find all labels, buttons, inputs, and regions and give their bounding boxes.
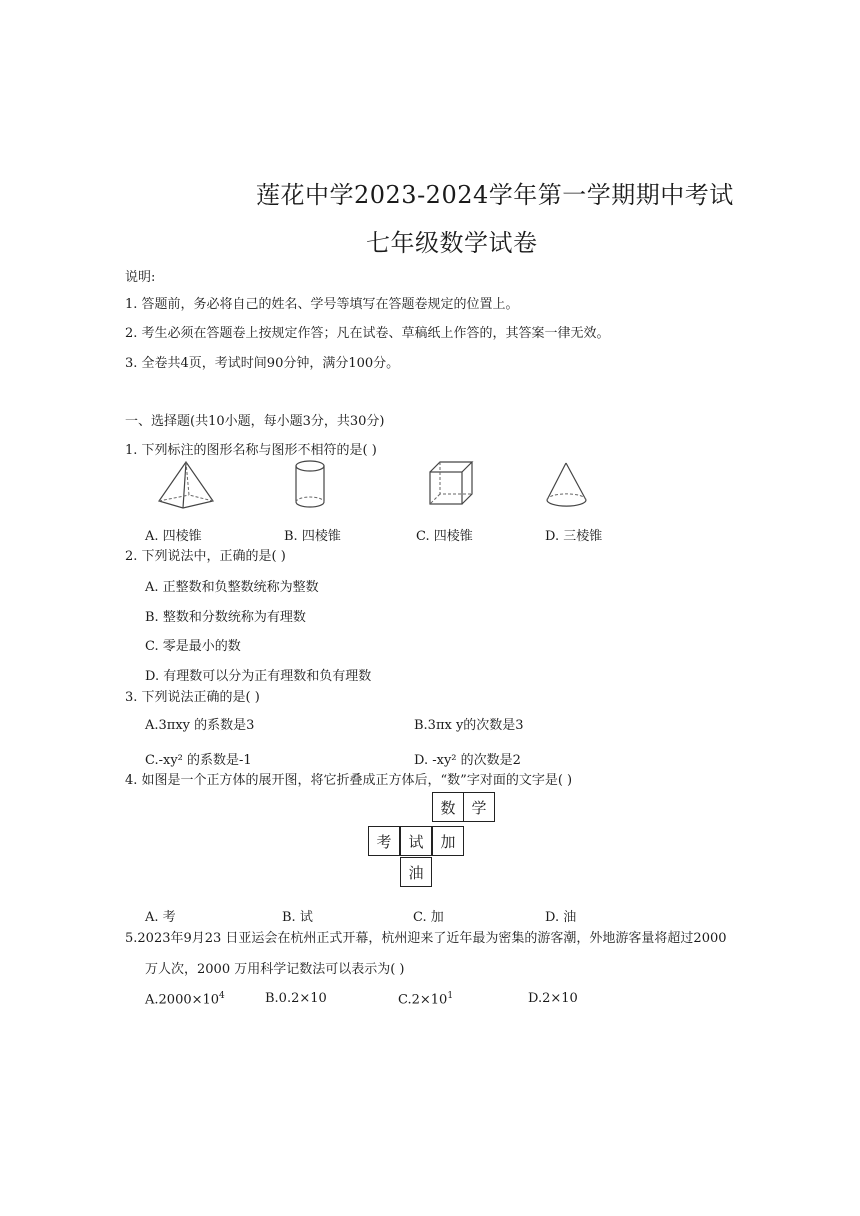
question-5-stem-line2: 万人次，2000 万用科学记数法可以表示为( ) <box>145 962 405 977</box>
q2-option-b: B. 整数和分数统称为有理数 <box>145 610 306 625</box>
net-cell: 加 <box>432 826 464 856</box>
question-1-stem: 1. 下列标注的图形名称与图形不相符的是( ) <box>125 443 377 458</box>
question-2-stem: 2. 下列说法中，正确的是( ) <box>125 549 286 564</box>
cube-figure <box>427 459 475 507</box>
cylinder-figure <box>292 458 328 510</box>
question-5-stem-line1: 5.2023年9月23 日亚运会在杭州正式开幕，杭州迎来了近年最为密集的游客潮，外地游客量将超过2000 <box>125 931 727 946</box>
q5-option-a: $A.2000\times 10^4$ <box>145 991 225 1008</box>
q5-option-d: D.2×10 <box>528 991 578 1006</box>
q1-option-c: C. 四棱锥 <box>416 529 473 544</box>
q2-option-d: D. 有理数可以分为正有理数和负有理数 <box>145 669 372 684</box>
q3-option-b: B.3πx y的次数是3 <box>414 718 524 733</box>
cube-net-figure <box>364 789 500 891</box>
question-3-stem: 3. 下列说法正确的是( ) <box>125 690 260 705</box>
net-cell: 试 <box>400 826 432 856</box>
q2-option-a: A. 正整数和负整数统称为整数 <box>145 580 319 595</box>
q4-option-d: D. 油 <box>545 910 577 925</box>
q4-option-a: A. 考 <box>145 910 176 925</box>
cone-figure <box>544 460 590 510</box>
q1-option-d: D. 三棱锥 <box>545 529 603 544</box>
q3-option-d: D. -xy² 的次数是2 <box>414 753 521 768</box>
q3-option-a: A.3πxy 的系数是3 <box>145 718 255 733</box>
instruction-item: 1. 答题前，务必将自己的姓名、学号等填写在答题卷规定的位置上。 <box>125 297 519 312</box>
q5-option-c: $C.2\times 10^1$ <box>398 991 454 1008</box>
question-4-stem: 4. 如图是一个正方体的展开图，将它折叠成正方体后，“数”字对面的文字是( ) <box>125 773 573 788</box>
instruction-item: 2. 考生必须在答题卷上按规定作答；凡在试卷、草稿纸上作答的，其答案一律无效。 <box>125 326 610 341</box>
exam-subtitle: 七年级数学试卷 <box>366 229 538 257</box>
net-cell: 学 <box>463 792 495 822</box>
q1-option-b: B. 四棱锥 <box>284 529 341 544</box>
net-cell: 油 <box>400 857 432 887</box>
q2-option-c: C. 零是最小的数 <box>145 639 241 654</box>
q4-option-b: B. 试 <box>282 910 313 925</box>
pyramid-figure <box>155 458 217 512</box>
net-cell: 数 <box>432 792 464 822</box>
net-cell: 考 <box>368 826 400 856</box>
instruction-item: 3. 全卷共4页，考试时间90分钟，满分100分。 <box>125 356 400 371</box>
q4-option-c: C. 加 <box>413 910 444 925</box>
instructions-label: 说明: <box>125 270 156 285</box>
q1-option-a: A. 四棱锥 <box>145 529 202 544</box>
exam-title: 莲花中学2023-2024学年第一学期期中考试 <box>256 181 734 209</box>
section-heading: 一、选择题(共10小题，每小题3分，共30分) <box>125 414 385 429</box>
q3-option-c: C.-xy² 的系数是-1 <box>145 753 252 768</box>
q5-option-b: B.0.2×10 <box>265 991 327 1006</box>
